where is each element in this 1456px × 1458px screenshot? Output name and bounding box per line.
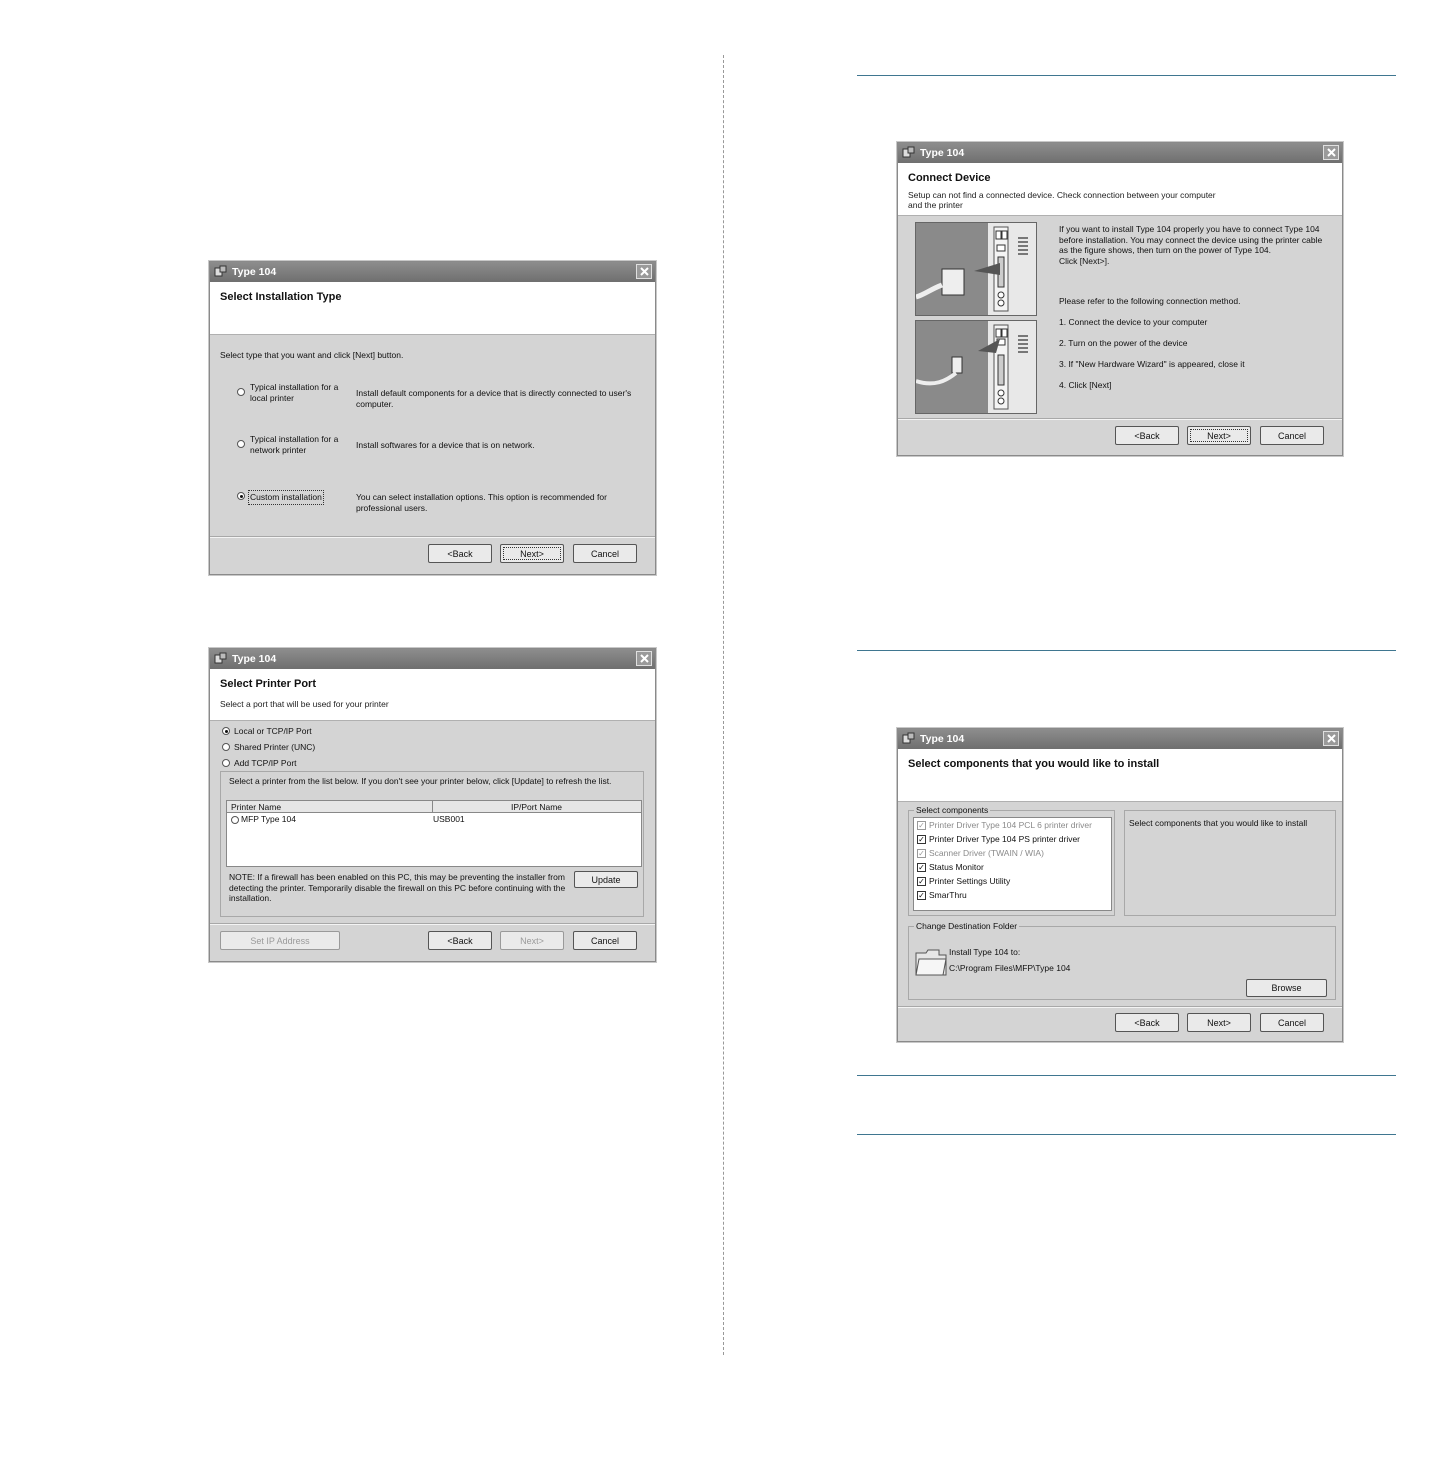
component-label: Printer Driver Type 104 PCL 6 printer driver bbox=[929, 820, 1092, 830]
back-button[interactable]: <Back bbox=[1115, 1013, 1179, 1032]
title-bar[interactable] bbox=[898, 729, 1342, 749]
destination-folder-group bbox=[908, 921, 1336, 1000]
close-icon[interactable] bbox=[1323, 731, 1339, 746]
component-checkbox[interactable]: ✓ bbox=[918, 835, 925, 844]
printer-name-cell: MFP Type 104 bbox=[241, 814, 296, 824]
browse-button[interactable]: Browse bbox=[1246, 979, 1327, 997]
component-checkbox[interactable]: ✓ bbox=[918, 821, 925, 830]
connect-device-dialog bbox=[897, 142, 1343, 456]
connection-method-intro: Please refer to the following connection method. bbox=[1059, 296, 1241, 306]
typical-local-radio[interactable] bbox=[237, 388, 245, 396]
next-button[interactable]: Next> bbox=[500, 544, 564, 563]
installer-app-icon bbox=[902, 732, 916, 746]
list-instruction: Select a printer from the list below. If you don't see your printer below, click [Update] to refresh the list. bbox=[229, 776, 612, 786]
destination-group-label: Change Destination Folder bbox=[916, 921, 1018, 931]
connection-step: 1. Connect the device to your computer bbox=[1059, 317, 1208, 327]
install-path: C:\Program Files\MFP\Type 104 bbox=[949, 963, 1071, 973]
connection-step: 2. Turn on the power of the device bbox=[1059, 338, 1188, 348]
column-header-ip-port-name[interactable]: IP/Port Name bbox=[433, 801, 641, 813]
window-title: Type 104 bbox=[920, 147, 965, 159]
printer-list[interactable] bbox=[226, 800, 642, 867]
dialog-body bbox=[210, 335, 655, 573]
add-tcpip-port-label[interactable]: Add TCP/IP Port bbox=[234, 758, 297, 768]
table-row[interactable] bbox=[227, 814, 641, 826]
typical-local-label[interactable]: Typical installation for a local printer bbox=[250, 382, 339, 403]
custom-installation-radio[interactable] bbox=[237, 492, 245, 500]
cancel-button[interactable]: Cancel bbox=[1260, 426, 1324, 445]
add-tcpip-port-radio[interactable] bbox=[222, 759, 230, 767]
next-button[interactable]: Next> bbox=[500, 931, 564, 950]
footer-separator bbox=[210, 923, 655, 925]
installer-app-icon bbox=[214, 265, 228, 279]
printer-port-dialog bbox=[209, 648, 656, 962]
update-button[interactable]: Update bbox=[574, 871, 638, 888]
typical-network-label[interactable]: Typical installation for a network printer bbox=[250, 434, 339, 455]
typical-local-description: Install default components for a device that is directly connected to user's computer. bbox=[356, 388, 632, 409]
title-bar[interactable] bbox=[898, 143, 1342, 163]
footer-separator bbox=[210, 536, 655, 538]
dialog-header bbox=[210, 669, 655, 721]
components-group bbox=[908, 805, 1115, 916]
section-rule bbox=[857, 75, 1396, 76]
dialog-body bbox=[210, 721, 655, 960]
section-rule bbox=[857, 1134, 1396, 1135]
component-label: Status Monitor bbox=[929, 862, 984, 872]
shared-printer-label[interactable]: Shared Printer (UNC) bbox=[234, 742, 316, 752]
local-tcpip-port-radio[interactable] bbox=[222, 727, 230, 735]
header-title: Select Installation Type bbox=[220, 291, 342, 303]
header-subtitle: Setup can not find a connected device. Check connection between your computer and the printer bbox=[908, 190, 1216, 210]
typical-network-description: Install softwares for a device that is on network. bbox=[356, 440, 535, 450]
component-checkbox[interactable]: ✓ bbox=[918, 849, 925, 858]
header-title: Select Printer Port bbox=[220, 678, 316, 690]
custom-installation-label[interactable]: Custom installation bbox=[250, 492, 322, 502]
title-bar[interactable] bbox=[210, 262, 655, 282]
window-title: Type 104 bbox=[232, 266, 277, 278]
footer-separator bbox=[898, 1006, 1342, 1008]
local-tcpip-port-label[interactable]: Local or TCP/IP Port bbox=[234, 726, 312, 736]
installer-app-icon bbox=[902, 146, 916, 160]
dialog-header bbox=[898, 163, 1342, 216]
component-label: Printer Settings Utility bbox=[929, 876, 1011, 886]
instruction-text: Select type that you want and click [Next] button. bbox=[220, 350, 404, 360]
set-ip-address-button[interactable]: Set IP Address bbox=[220, 931, 340, 950]
next-button[interactable]: Next> bbox=[1187, 426, 1251, 445]
next-button[interactable]: Next> bbox=[1187, 1013, 1251, 1032]
section-rule bbox=[857, 650, 1396, 651]
component-description-panel bbox=[1124, 810, 1336, 916]
back-button[interactable]: <Back bbox=[428, 931, 492, 950]
install-to-label: Install Type 104 to: bbox=[949, 947, 1021, 957]
dialog-body bbox=[898, 216, 1342, 454]
components-group-label: Select components bbox=[916, 805, 989, 815]
component-checkbox[interactable]: ✓ bbox=[918, 877, 925, 886]
section-rule bbox=[857, 1075, 1396, 1076]
usb-cable-illustration bbox=[915, 320, 1037, 414]
custom-installation-description: You can select installation options. This option is recommended for professional users. bbox=[356, 492, 607, 513]
close-icon[interactable] bbox=[636, 651, 652, 666]
dialog-header bbox=[898, 749, 1342, 802]
footer-separator bbox=[898, 418, 1342, 420]
back-button[interactable]: <Back bbox=[428, 544, 492, 563]
component-checkbox[interactable]: ✓ bbox=[918, 863, 925, 872]
back-button[interactable]: <Back bbox=[1115, 426, 1179, 445]
dialog-body bbox=[898, 802, 1342, 1040]
title-bar[interactable] bbox=[210, 649, 655, 669]
installer-app-icon bbox=[214, 652, 228, 666]
components-list[interactable] bbox=[913, 817, 1112, 911]
typical-network-radio[interactable] bbox=[237, 440, 245, 448]
column-header-printer-name[interactable]: Printer Name bbox=[227, 801, 433, 813]
printer-list-group bbox=[220, 771, 644, 917]
parallel-cable-illustration bbox=[915, 222, 1037, 316]
select-components-dialog bbox=[897, 728, 1343, 1042]
component-checkbox[interactable]: ✓ bbox=[918, 891, 925, 900]
window-title: Type 104 bbox=[920, 733, 965, 745]
printer-select-radio[interactable] bbox=[231, 816, 239, 824]
component-label: SmarThru bbox=[929, 890, 967, 900]
component-description: Select components that you would like to install bbox=[1129, 818, 1308, 828]
header-title: Select components that you would like to install bbox=[908, 758, 1160, 770]
connection-step: 4. Click [Next] bbox=[1059, 380, 1112, 390]
component-label: Printer Driver Type 104 PS printer driver bbox=[929, 834, 1081, 844]
component-label: Scanner Driver (TWAIN / WIA) bbox=[929, 848, 1044, 858]
folder-icon bbox=[915, 947, 947, 979]
close-icon[interactable] bbox=[636, 264, 652, 279]
page-column-divider bbox=[723, 55, 724, 1355]
firewall-note: NOTE: If a firewall has been enabled on this PC, this may be preventing the installer from detecting the printer. Temporarily disable the firewall on this PC before continuing with the installation. bbox=[229, 872, 566, 903]
connection-step: 3. If "New Hardware Wizard" is appeared, close it bbox=[1059, 359, 1245, 369]
cancel-button[interactable]: Cancel bbox=[1260, 1013, 1324, 1032]
installation-type-dialog bbox=[209, 261, 656, 575]
header-subtitle: Select a port that will be used for your printer bbox=[220, 699, 389, 709]
shared-printer-radio[interactable] bbox=[222, 743, 230, 751]
cancel-button[interactable]: Cancel bbox=[573, 931, 637, 950]
port-name-cell: USB001 bbox=[433, 814, 465, 824]
dialog-header bbox=[210, 282, 655, 335]
window-title: Type 104 bbox=[232, 653, 277, 665]
connect-info-text: If you want to install Type 104 properly you have to connect Type 104 before installation. You may connect the device using the printer cable as the figure shows, then turn on the power of Type 104. Click [Next>]. bbox=[1059, 224, 1323, 266]
close-icon[interactable] bbox=[1323, 145, 1339, 160]
header-title: Connect Device bbox=[908, 172, 991, 184]
cancel-button[interactable]: Cancel bbox=[573, 544, 637, 563]
